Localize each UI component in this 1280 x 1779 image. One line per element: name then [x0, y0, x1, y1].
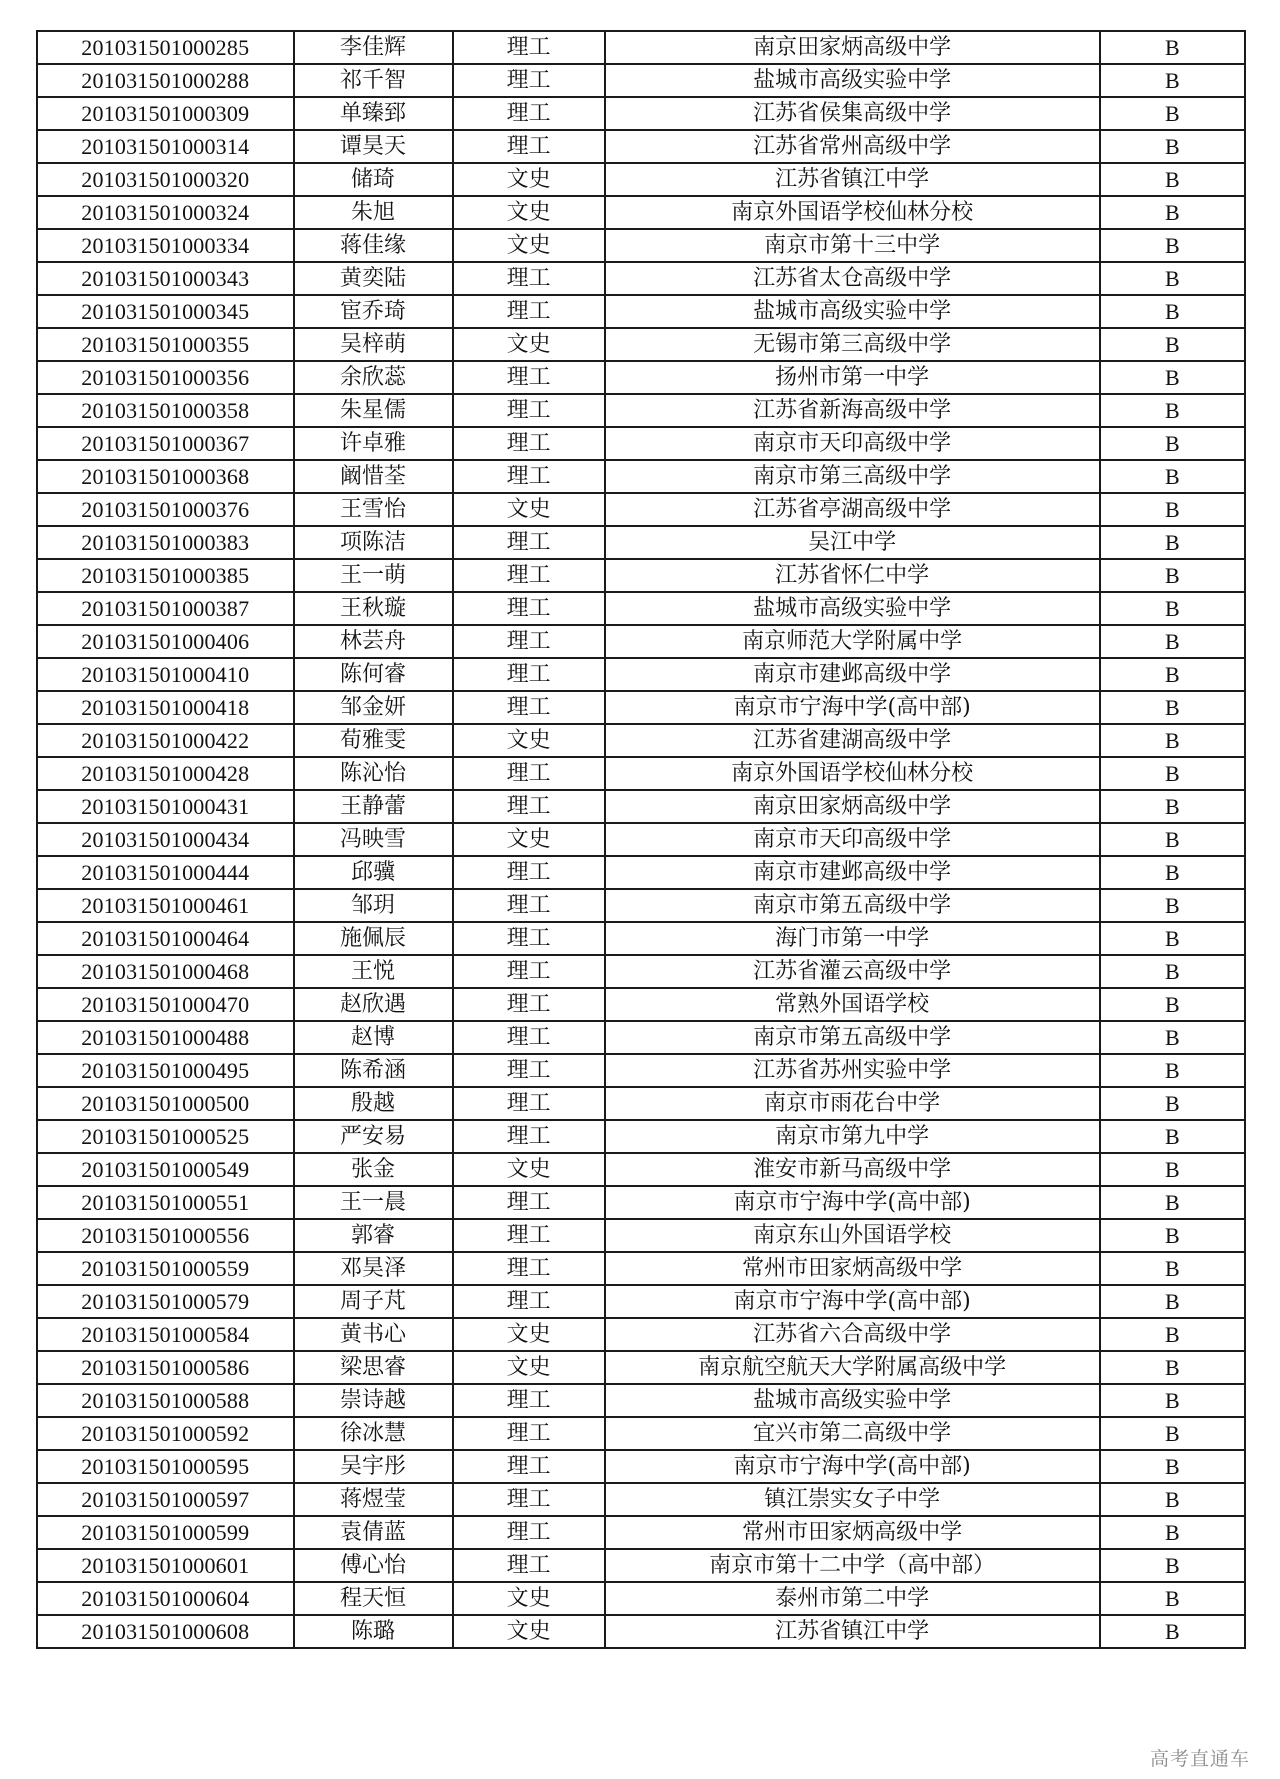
table-row — [37, 31, 1245, 64]
table-row — [37, 1351, 1245, 1384]
grade-cell: B — [1100, 1582, 1245, 1615]
name-cell: 郭睿 — [294, 1219, 453, 1252]
table-row — [37, 262, 1245, 295]
school-cell: 南京市宁海中学(高中部) — [605, 1450, 1100, 1483]
school-cell: 江苏省六合高级中学 — [605, 1318, 1100, 1351]
table-row — [37, 1054, 1245, 1087]
name-cell: 王雪怡 — [294, 493, 453, 526]
name-cell: 朱星儒 — [294, 394, 453, 427]
grade-cell: B — [1100, 889, 1245, 922]
candidate-id-cell: 201031501000604 — [37, 1582, 294, 1615]
candidate-id-cell: 201031501000418 — [37, 691, 294, 724]
grade-cell: B — [1100, 1384, 1245, 1417]
track-cell: 理工 — [453, 625, 605, 658]
school-cell: 南京市第九中学 — [605, 1120, 1100, 1153]
track-cell: 理工 — [453, 757, 605, 790]
grade-cell: B — [1100, 625, 1245, 658]
name-cell: 阚惜荃 — [294, 460, 453, 493]
grade-cell: B — [1100, 955, 1245, 988]
school-cell: 江苏省镇江中学 — [605, 1615, 1100, 1648]
candidate-id-cell: 201031501000410 — [37, 658, 294, 691]
table-row — [37, 64, 1245, 97]
candidate-id-cell: 201031501000468 — [37, 955, 294, 988]
school-cell: 江苏省灌云高级中学 — [605, 955, 1100, 988]
track-cell: 理工 — [453, 427, 605, 460]
grade-cell: B — [1100, 394, 1245, 427]
school-cell: 海门市第一中学 — [605, 922, 1100, 955]
grade-cell: B — [1100, 1417, 1245, 1450]
name-cell: 宦乔琦 — [294, 295, 453, 328]
candidate-id-cell: 201031501000334 — [37, 229, 294, 262]
candidate-id-cell: 201031501000488 — [37, 1021, 294, 1054]
candidate-id-cell: 201031501000285 — [37, 31, 294, 64]
candidate-id-cell: 201031501000288 — [37, 64, 294, 97]
grade-cell: B — [1100, 724, 1245, 757]
table-row — [37, 1153, 1245, 1186]
grade-cell: B — [1100, 1120, 1245, 1153]
table-row — [37, 1285, 1245, 1318]
grade-cell: B — [1100, 526, 1245, 559]
table-row — [37, 97, 1245, 130]
school-cell: 江苏省镇江中学 — [605, 163, 1100, 196]
name-cell: 张金 — [294, 1153, 453, 1186]
name-cell: 余欣蕊 — [294, 361, 453, 394]
name-cell: 王秋璇 — [294, 592, 453, 625]
table-row — [37, 1516, 1245, 1549]
table-row — [37, 1417, 1245, 1450]
track-cell: 理工 — [453, 1087, 605, 1120]
table-row — [37, 1120, 1245, 1153]
candidate-id-cell: 201031501000387 — [37, 592, 294, 625]
track-cell: 理工 — [453, 1384, 605, 1417]
school-cell: 南京市第十三中学 — [605, 229, 1100, 262]
candidate-id-cell: 201031501000343 — [37, 262, 294, 295]
table-row — [37, 394, 1245, 427]
table-row — [37, 1186, 1245, 1219]
name-cell: 邓昊泽 — [294, 1252, 453, 1285]
table-row — [37, 1615, 1245, 1648]
school-cell: 南京师范大学附属中学 — [605, 625, 1100, 658]
table-row — [37, 625, 1245, 658]
track-cell: 理工 — [453, 1516, 605, 1549]
grade-cell: B — [1100, 1483, 1245, 1516]
table-row — [37, 1450, 1245, 1483]
school-cell: 南京市建邺高级中学 — [605, 658, 1100, 691]
track-cell: 理工 — [453, 1252, 605, 1285]
grade-cell: B — [1100, 823, 1245, 856]
candidate-id-cell: 201031501000358 — [37, 394, 294, 427]
grade-cell: B — [1100, 691, 1245, 724]
grade-cell: B — [1100, 1054, 1245, 1087]
name-cell: 陈璐 — [294, 1615, 453, 1648]
candidate-id-cell: 201031501000376 — [37, 493, 294, 526]
school-cell: 盐城市高级实验中学 — [605, 1384, 1100, 1417]
candidate-id-cell: 201031501000355 — [37, 328, 294, 361]
candidate-id-cell: 201031501000345 — [37, 295, 294, 328]
name-cell: 陈希涵 — [294, 1054, 453, 1087]
candidate-id-cell: 201031501000383 — [37, 526, 294, 559]
track-cell: 文史 — [453, 163, 605, 196]
grade-cell: B — [1100, 1318, 1245, 1351]
name-cell: 严安易 — [294, 1120, 453, 1153]
track-cell: 理工 — [453, 592, 605, 625]
candidate-id-cell: 201031501000314 — [37, 130, 294, 163]
school-cell: 盐城市高级实验中学 — [605, 592, 1100, 625]
name-cell: 黄书心 — [294, 1318, 453, 1351]
grade-cell: B — [1100, 988, 1245, 1021]
name-cell: 谭昊天 — [294, 130, 453, 163]
candidate-id-cell: 201031501000599 — [37, 1516, 294, 1549]
table-row — [37, 493, 1245, 526]
grade-cell: B — [1100, 1285, 1245, 1318]
table-row — [37, 823, 1245, 856]
table-row — [37, 1483, 1245, 1516]
candidate-id-cell: 201031501000584 — [37, 1318, 294, 1351]
track-cell: 理工 — [453, 955, 605, 988]
table-row — [37, 1384, 1245, 1417]
table-row — [37, 1318, 1245, 1351]
school-cell: 宜兴市第二高级中学 — [605, 1417, 1100, 1450]
table-row — [37, 724, 1245, 757]
school-cell: 扬州市第一中学 — [605, 361, 1100, 394]
track-cell: 理工 — [453, 988, 605, 1021]
school-cell: 吴江中学 — [605, 526, 1100, 559]
name-cell: 吴梓萌 — [294, 328, 453, 361]
school-cell: 江苏省亭湖高级中学 — [605, 493, 1100, 526]
school-cell: 南京市雨花台中学 — [605, 1087, 1100, 1120]
name-cell: 李佳辉 — [294, 31, 453, 64]
track-cell: 文史 — [453, 229, 605, 262]
track-cell: 理工 — [453, 295, 605, 328]
candidate-id-cell: 201031501000309 — [37, 97, 294, 130]
grade-cell: B — [1100, 1252, 1245, 1285]
track-cell: 理工 — [453, 130, 605, 163]
track-cell: 理工 — [453, 922, 605, 955]
track-cell: 理工 — [453, 1219, 605, 1252]
grade-cell: B — [1100, 1153, 1245, 1186]
school-cell: 淮安市新马高级中学 — [605, 1153, 1100, 1186]
track-cell: 理工 — [453, 1549, 605, 1582]
table-row — [37, 295, 1245, 328]
school-cell: 江苏省新海高级中学 — [605, 394, 1100, 427]
candidate-id-cell: 201031501000461 — [37, 889, 294, 922]
grade-cell: B — [1100, 295, 1245, 328]
grade-cell: B — [1100, 64, 1245, 97]
name-cell: 赵欣遇 — [294, 988, 453, 1021]
track-cell: 文史 — [453, 724, 605, 757]
name-cell: 陈沁怡 — [294, 757, 453, 790]
school-cell: 江苏省侯集高级中学 — [605, 97, 1100, 130]
table-row — [37, 757, 1245, 790]
candidate-id-cell: 201031501000385 — [37, 559, 294, 592]
table-row — [37, 361, 1245, 394]
admission-list-table — [36, 30, 1246, 1649]
school-cell: 江苏省常州高级中学 — [605, 130, 1100, 163]
grade-cell: B — [1100, 460, 1245, 493]
name-cell: 祁千智 — [294, 64, 453, 97]
watermark-text: 高考直通车 — [1149, 1748, 1250, 1770]
grade-cell: B — [1100, 97, 1245, 130]
track-cell: 文史 — [453, 1153, 605, 1186]
table-row — [37, 691, 1245, 724]
name-cell: 许卓雅 — [294, 427, 453, 460]
name-cell: 黄奕陆 — [294, 262, 453, 295]
track-cell: 文史 — [453, 493, 605, 526]
table-row — [37, 889, 1245, 922]
school-cell: 常州市田家炳高级中学 — [605, 1516, 1100, 1549]
grade-cell: B — [1100, 1219, 1245, 1252]
candidate-id-cell: 201031501000595 — [37, 1450, 294, 1483]
grade-cell: B — [1100, 262, 1245, 295]
name-cell: 朱旭 — [294, 196, 453, 229]
school-cell: 江苏省建湖高级中学 — [605, 724, 1100, 757]
candidate-id-cell: 201031501000588 — [37, 1384, 294, 1417]
grade-cell: B — [1100, 592, 1245, 625]
table-row — [37, 163, 1245, 196]
candidate-id-cell: 201031501000444 — [37, 856, 294, 889]
school-cell: 常熟外国语学校 — [605, 988, 1100, 1021]
school-cell: 南京外国语学校仙林分校 — [605, 757, 1100, 790]
table-body — [37, 31, 1245, 1648]
track-cell: 理工 — [453, 31, 605, 64]
table-row — [37, 1087, 1245, 1120]
track-cell: 理工 — [453, 1285, 605, 1318]
grade-cell: B — [1100, 1351, 1245, 1384]
track-cell: 理工 — [453, 691, 605, 724]
track-cell: 理工 — [453, 394, 605, 427]
table-row — [37, 1219, 1245, 1252]
candidate-id-cell: 201031501000586 — [37, 1351, 294, 1384]
school-cell: 江苏省苏州实验中学 — [605, 1054, 1100, 1087]
table-row — [37, 427, 1245, 460]
candidate-id-cell: 201031501000559 — [37, 1252, 294, 1285]
name-cell: 冯映雪 — [294, 823, 453, 856]
track-cell: 理工 — [453, 658, 605, 691]
track-cell: 理工 — [453, 1054, 605, 1087]
table-row — [37, 1582, 1245, 1615]
name-cell: 袁倩蓝 — [294, 1516, 453, 1549]
track-cell: 理工 — [453, 1417, 605, 1450]
grade-cell: B — [1100, 757, 1245, 790]
school-cell: 盐城市高级实验中学 — [605, 295, 1100, 328]
name-cell: 施佩辰 — [294, 922, 453, 955]
name-cell: 殷越 — [294, 1087, 453, 1120]
table-row — [37, 460, 1245, 493]
grade-cell: B — [1100, 196, 1245, 229]
table-row — [37, 922, 1245, 955]
track-cell: 理工 — [453, 64, 605, 97]
school-cell: 江苏省太仓高级中学 — [605, 262, 1100, 295]
candidate-id-cell: 201031501000431 — [37, 790, 294, 823]
school-cell: 南京市天印高级中学 — [605, 823, 1100, 856]
name-cell: 邹金妍 — [294, 691, 453, 724]
name-cell: 梁思睿 — [294, 1351, 453, 1384]
name-cell: 程天恒 — [294, 1582, 453, 1615]
track-cell: 理工 — [453, 526, 605, 559]
name-cell: 王一萌 — [294, 559, 453, 592]
track-cell: 文史 — [453, 1615, 605, 1648]
school-cell: 南京田家炳高级中学 — [605, 790, 1100, 823]
school-cell: 南京市第五高级中学 — [605, 889, 1100, 922]
school-cell: 南京市第五高级中学 — [605, 1021, 1100, 1054]
track-cell: 理工 — [453, 559, 605, 592]
candidate-id-cell: 201031501000601 — [37, 1549, 294, 1582]
grade-cell: B — [1100, 658, 1245, 691]
school-cell: 南京市宁海中学(高中部) — [605, 691, 1100, 724]
school-cell: 江苏省怀仁中学 — [605, 559, 1100, 592]
candidate-id-cell: 201031501000579 — [37, 1285, 294, 1318]
candidate-id-cell: 201031501000500 — [37, 1087, 294, 1120]
grade-cell: B — [1100, 1021, 1245, 1054]
track-cell: 理工 — [453, 262, 605, 295]
grade-cell: B — [1100, 130, 1245, 163]
track-cell: 文史 — [453, 1318, 605, 1351]
school-cell: 南京市宁海中学(高中部) — [605, 1285, 1100, 1318]
table-row — [37, 1549, 1245, 1582]
grade-cell: B — [1100, 1615, 1245, 1648]
name-cell: 王一晨 — [294, 1186, 453, 1219]
table-row — [37, 526, 1245, 559]
school-cell: 镇江崇实女子中学 — [605, 1483, 1100, 1516]
table-row — [37, 559, 1245, 592]
candidate-id-cell: 201031501000367 — [37, 427, 294, 460]
track-cell: 理工 — [453, 1450, 605, 1483]
grade-cell: B — [1100, 229, 1245, 262]
track-cell: 文史 — [453, 196, 605, 229]
name-cell: 崇诗越 — [294, 1384, 453, 1417]
track-cell: 理工 — [453, 1120, 605, 1153]
grade-cell: B — [1100, 790, 1245, 823]
name-cell: 徐冰慧 — [294, 1417, 453, 1450]
table-row — [37, 790, 1245, 823]
track-cell: 理工 — [453, 856, 605, 889]
school-cell: 盐城市高级实验中学 — [605, 64, 1100, 97]
grade-cell: B — [1100, 1516, 1245, 1549]
school-cell: 南京外国语学校仙林分校 — [605, 196, 1100, 229]
table-row — [37, 1252, 1245, 1285]
track-cell: 文史 — [453, 1582, 605, 1615]
school-cell: 南京市第十二中学（高中部） — [605, 1549, 1100, 1582]
candidate-id-cell: 201031501000597 — [37, 1483, 294, 1516]
school-cell: 南京市建邺高级中学 — [605, 856, 1100, 889]
school-cell: 南京东山外国语学校 — [605, 1219, 1100, 1252]
grade-cell: B — [1100, 1186, 1245, 1219]
candidate-id-cell: 201031501000549 — [37, 1153, 294, 1186]
school-cell: 南京航空航天大学附属高级中学 — [605, 1351, 1100, 1384]
grade-cell: B — [1100, 493, 1245, 526]
table-row — [37, 988, 1245, 1021]
name-cell: 傅心怡 — [294, 1549, 453, 1582]
track-cell: 理工 — [453, 97, 605, 130]
track-cell: 文史 — [453, 1351, 605, 1384]
name-cell: 单臻郅 — [294, 97, 453, 130]
candidate-id-cell: 201031501000608 — [37, 1615, 294, 1648]
name-cell: 赵博 — [294, 1021, 453, 1054]
table-row — [37, 955, 1245, 988]
name-cell: 周子芃 — [294, 1285, 453, 1318]
name-cell: 邹玥 — [294, 889, 453, 922]
table-row — [37, 229, 1245, 262]
school-cell: 常州市田家炳高级中学 — [605, 1252, 1100, 1285]
grade-cell: B — [1100, 1549, 1245, 1582]
table-row — [37, 328, 1245, 361]
candidate-id-cell: 201031501000470 — [37, 988, 294, 1021]
grade-cell: B — [1100, 559, 1245, 592]
grade-cell: B — [1100, 328, 1245, 361]
grade-cell: B — [1100, 427, 1245, 460]
track-cell: 文史 — [453, 823, 605, 856]
track-cell: 理工 — [453, 460, 605, 493]
grade-cell: B — [1100, 856, 1245, 889]
track-cell: 理工 — [453, 1021, 605, 1054]
school-cell: 南京市第三高级中学 — [605, 460, 1100, 493]
table-row — [37, 130, 1245, 163]
candidate-id-cell: 201031501000551 — [37, 1186, 294, 1219]
candidate-id-cell: 201031501000406 — [37, 625, 294, 658]
table-row — [37, 658, 1245, 691]
grade-cell: B — [1100, 922, 1245, 955]
name-cell: 项陈洁 — [294, 526, 453, 559]
candidate-id-cell: 201031501000495 — [37, 1054, 294, 1087]
candidate-id-cell: 201031501000356 — [37, 361, 294, 394]
name-cell: 吴宇彤 — [294, 1450, 453, 1483]
school-cell: 南京市宁海中学(高中部) — [605, 1186, 1100, 1219]
candidate-id-cell: 201031501000368 — [37, 460, 294, 493]
candidate-id-cell: 201031501000556 — [37, 1219, 294, 1252]
name-cell: 蒋煜莹 — [294, 1483, 453, 1516]
grade-cell: B — [1100, 31, 1245, 64]
grade-cell: B — [1100, 1450, 1245, 1483]
table-row — [37, 592, 1245, 625]
school-cell: 泰州市第二中学 — [605, 1582, 1100, 1615]
candidate-id-cell: 201031501000525 — [37, 1120, 294, 1153]
name-cell: 邱骥 — [294, 856, 453, 889]
track-cell: 理工 — [453, 361, 605, 394]
name-cell: 林芸舟 — [294, 625, 453, 658]
table-row — [37, 856, 1245, 889]
candidate-id-cell: 201031501000422 — [37, 724, 294, 757]
school-cell: 南京田家炳高级中学 — [605, 31, 1100, 64]
candidate-id-cell: 201031501000324 — [37, 196, 294, 229]
candidate-id-cell: 201031501000434 — [37, 823, 294, 856]
candidate-id-cell: 201031501000428 — [37, 757, 294, 790]
candidate-id-cell: 201031501000592 — [37, 1417, 294, 1450]
name-cell: 陈何睿 — [294, 658, 453, 691]
candidate-id-cell: 201031501000464 — [37, 922, 294, 955]
track-cell: 文史 — [453, 328, 605, 361]
grade-cell: B — [1100, 1087, 1245, 1120]
table-row — [37, 1021, 1245, 1054]
track-cell: 理工 — [453, 1186, 605, 1219]
name-cell: 荀雅雯 — [294, 724, 453, 757]
name-cell: 王静蕾 — [294, 790, 453, 823]
school-cell: 南京市天印高级中学 — [605, 427, 1100, 460]
track-cell: 理工 — [453, 790, 605, 823]
track-cell: 理工 — [453, 889, 605, 922]
candidate-id-cell: 201031501000320 — [37, 163, 294, 196]
table-row — [37, 196, 1245, 229]
school-cell: 无锡市第三高级中学 — [605, 328, 1100, 361]
track-cell: 理工 — [453, 1483, 605, 1516]
name-cell: 蒋佳缘 — [294, 229, 453, 262]
name-cell: 储琦 — [294, 163, 453, 196]
grade-cell: B — [1100, 361, 1245, 394]
name-cell: 王悦 — [294, 955, 453, 988]
grade-cell: B — [1100, 163, 1245, 196]
